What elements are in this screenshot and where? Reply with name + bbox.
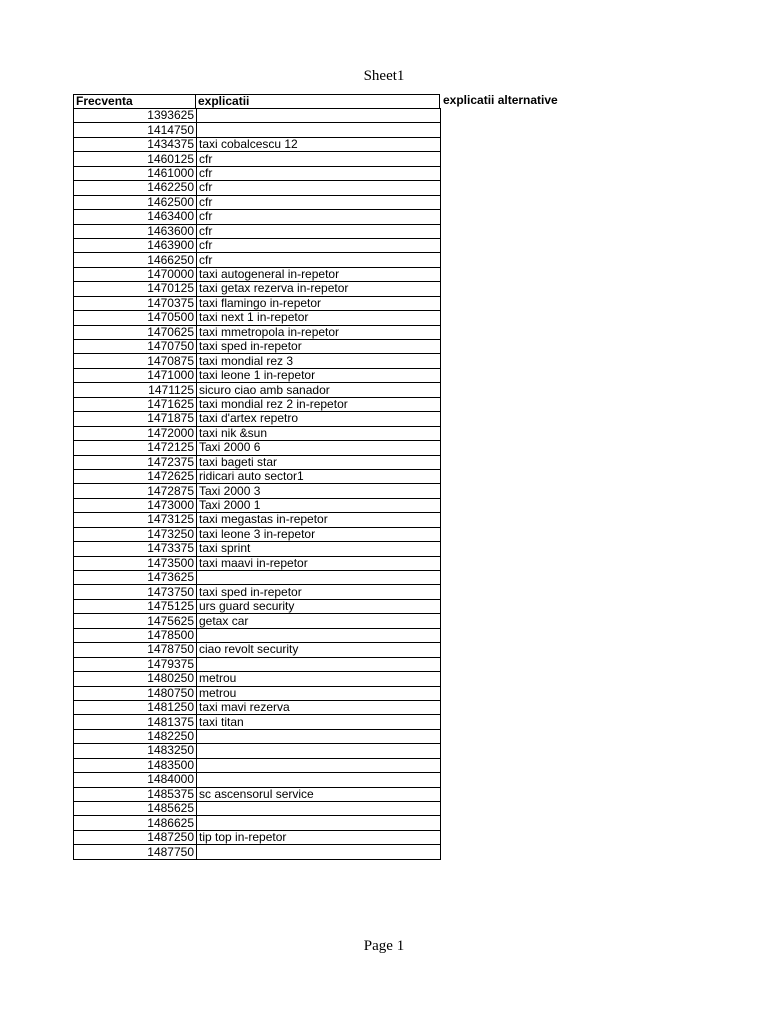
table-row xyxy=(74,758,441,772)
table-row xyxy=(74,657,441,671)
frecventa-cell: 1470750 xyxy=(74,340,197,354)
frecventa-cell: 1472375 xyxy=(74,455,197,469)
explicatii-cell xyxy=(197,123,441,137)
table-row xyxy=(74,469,441,483)
frecventa-cell: 1462250 xyxy=(74,181,197,195)
frecventa-cell: 1485375 xyxy=(74,787,197,801)
explicatii-cell: cfr xyxy=(197,181,441,195)
frecventa-cell: 1485625 xyxy=(74,802,197,816)
explicatii-cell: getax car xyxy=(197,614,441,628)
explicatii-cell: metrou xyxy=(197,672,441,686)
table-row xyxy=(74,397,441,411)
explicatii-cell: cfr xyxy=(197,253,441,267)
frecventa-cell: 1462500 xyxy=(74,195,197,209)
frecventa-cell: 1472125 xyxy=(74,441,197,455)
frecventa-cell: 1414750 xyxy=(74,123,197,137)
explicatii-cell xyxy=(197,845,441,859)
explicatii-cell: tip top in-repetor xyxy=(197,830,441,844)
explicatii-cell: taxi titan xyxy=(197,715,441,729)
frecventa-cell: 1478750 xyxy=(74,643,197,657)
frecventa-cell: 1470500 xyxy=(74,311,197,325)
table-row xyxy=(74,830,441,844)
explicatii-cell: cfr xyxy=(197,238,441,252)
table-row xyxy=(74,325,441,339)
frecventa-cell: 1487250 xyxy=(74,830,197,844)
frecventa-cell: 1480250 xyxy=(74,672,197,686)
frecventa-cell: 1466250 xyxy=(74,253,197,267)
frecventa-cell: 1487750 xyxy=(74,845,197,859)
table-row xyxy=(74,195,441,209)
frecventa-cell: 1483500 xyxy=(74,758,197,772)
frecventa-cell: 1480750 xyxy=(74,686,197,700)
frecventa-cell: 1473000 xyxy=(74,498,197,512)
table-row xyxy=(74,787,441,801)
frecventa-cell: 1460125 xyxy=(74,152,197,166)
table-row xyxy=(74,614,441,628)
explicatii-cell xyxy=(197,729,441,743)
table-row xyxy=(74,527,441,541)
table-row xyxy=(74,224,441,238)
explicatii-cell: taxi mavi rezerva xyxy=(197,700,441,714)
page-footer: Page 1 xyxy=(363,938,405,954)
frecventa-cell: 1463900 xyxy=(74,238,197,252)
frecventa-cell: 1481375 xyxy=(74,715,197,729)
frecventa-cell: 1481250 xyxy=(74,700,197,714)
frecventa-cell: 1475625 xyxy=(74,614,197,628)
explicatii-cell: taxi d'artex repetro xyxy=(197,412,441,426)
table-row xyxy=(74,340,441,354)
table-row xyxy=(74,484,441,498)
explicatii-cell xyxy=(197,744,441,758)
explicatii-cell: ciao revolt security xyxy=(197,643,441,657)
frecventa-cell: 1470000 xyxy=(74,267,197,281)
explicatii-cell: taxi sped in-repetor xyxy=(197,340,441,354)
frecventa-cell: 1486625 xyxy=(74,816,197,830)
frecventa-cell: 1470875 xyxy=(74,354,197,368)
explicatii-cell: taxi flamingo in-repetor xyxy=(197,296,441,310)
frecventa-cell: 1471875 xyxy=(74,412,197,426)
explicatii-cell: Taxi 2000 1 xyxy=(197,498,441,512)
table-row xyxy=(74,253,441,267)
explicatii-cell: cfr xyxy=(197,210,441,224)
frecventa-cell: 1470125 xyxy=(74,282,197,296)
frecventa-cell: 1482250 xyxy=(74,729,197,743)
table-row xyxy=(74,513,441,527)
frecventa-cell: 1484000 xyxy=(74,773,197,787)
explicatii-cell: taxi nik &sun xyxy=(197,426,441,440)
explicatii-cell: taxi sped in-repetor xyxy=(197,585,441,599)
table-row xyxy=(74,166,441,180)
explicatii-cell: cfr xyxy=(197,152,441,166)
explicatii-cell: Taxi 2000 6 xyxy=(197,441,441,455)
table-row xyxy=(74,210,441,224)
table-row xyxy=(74,628,441,642)
frecventa-cell: 1463400 xyxy=(74,210,197,224)
table-row xyxy=(74,455,441,469)
table-row xyxy=(74,296,441,310)
explicatii-cell xyxy=(197,816,441,830)
frecventa-cell: 1470375 xyxy=(74,296,197,310)
explicatii-cell xyxy=(197,109,441,123)
header-explicatii-alternative: explicatii alternative xyxy=(443,93,558,107)
explicatii-cell: taxi getax rezerva in-repetor xyxy=(197,282,441,296)
frecventa-cell: 1471125 xyxy=(74,383,197,397)
explicatii-cell: cfr xyxy=(197,195,441,209)
table-row xyxy=(74,816,441,830)
table-row xyxy=(74,773,441,787)
frecventa-cell: 1393625 xyxy=(74,109,197,123)
table-row xyxy=(74,412,441,426)
explicatii-cell: ridicari auto sector1 xyxy=(197,469,441,483)
table-row xyxy=(74,845,441,859)
table-row xyxy=(74,744,441,758)
table-row xyxy=(74,267,441,281)
table-row xyxy=(74,498,441,512)
explicatii-cell: taxi next 1 in-repetor xyxy=(197,311,441,325)
explicatii-cell xyxy=(197,628,441,642)
explicatii-cell: taxi mondial rez 3 xyxy=(197,354,441,368)
frecventa-cell: 1473750 xyxy=(74,585,197,599)
frecventa-cell: 1473125 xyxy=(74,513,197,527)
explicatii-cell xyxy=(197,758,441,772)
header-frecventa: Frecventa xyxy=(73,94,196,109)
table-row xyxy=(74,426,441,440)
explicatii-cell: sicuro ciao amb sanador xyxy=(197,383,441,397)
table-row xyxy=(74,643,441,657)
explicatii-cell: taxi autogeneral in-repetor xyxy=(197,267,441,281)
table-row xyxy=(74,556,441,570)
table-row xyxy=(74,368,441,382)
explicatii-cell: taxi sprint xyxy=(197,542,441,556)
frecventa-cell: 1472875 xyxy=(74,484,197,498)
frecventa-cell: 1463600 xyxy=(74,224,197,238)
header-explicatii: explicatii xyxy=(196,94,440,109)
explicatii-cell: metrou xyxy=(197,686,441,700)
table-row xyxy=(74,123,441,137)
frecventa-cell: 1434375 xyxy=(74,137,197,151)
frecventa-cell: 1461000 xyxy=(74,166,197,180)
explicatii-cell: taxi leone 1 in-repetor xyxy=(197,368,441,382)
frecventa-cell: 1479375 xyxy=(74,657,197,671)
frecventa-cell: 1478500 xyxy=(74,628,197,642)
table-row xyxy=(74,383,441,397)
explicatii-cell: cfr xyxy=(197,224,441,238)
table-row xyxy=(74,585,441,599)
frecventa-cell: 1470625 xyxy=(74,325,197,339)
table-row xyxy=(74,571,441,585)
table-row xyxy=(74,729,441,743)
table-row xyxy=(74,152,441,166)
table-row xyxy=(74,109,441,123)
frecventa-cell: 1473625 xyxy=(74,571,197,585)
sheet-title: Sheet1 xyxy=(363,68,405,84)
explicatii-cell xyxy=(197,657,441,671)
table-row xyxy=(74,542,441,556)
frecventa-cell: 1475125 xyxy=(74,599,197,613)
table-row xyxy=(74,181,441,195)
explicatii-cell: taxi mmetropola in-repetor xyxy=(197,325,441,339)
explicatii-cell: taxi leone 3 in-repetor xyxy=(197,527,441,541)
table-row xyxy=(74,354,441,368)
frecventa-cell: 1472000 xyxy=(74,426,197,440)
explicatii-cell: taxi megastas in-repetor xyxy=(197,513,441,527)
explicatii-cell: sc ascensorul service xyxy=(197,787,441,801)
table-row xyxy=(74,137,441,151)
explicatii-cell: taxi cobalcescu 12 xyxy=(197,137,441,151)
table-row xyxy=(74,802,441,816)
frecventa-cell: 1473375 xyxy=(74,542,197,556)
table-row xyxy=(74,700,441,714)
table-row xyxy=(74,238,441,252)
explicatii-cell xyxy=(197,571,441,585)
frecventa-cell: 1473500 xyxy=(74,556,197,570)
frecventa-cell: 1471625 xyxy=(74,397,197,411)
explicatii-cell: taxi bageti star xyxy=(197,455,441,469)
frecventa-cell: 1483250 xyxy=(74,744,197,758)
table-row xyxy=(74,715,441,729)
explicatii-cell: urs guard security xyxy=(197,599,441,613)
table-row xyxy=(74,686,441,700)
table-row xyxy=(74,282,441,296)
table-row xyxy=(74,599,441,613)
explicatii-cell: taxi maavi in-repetor xyxy=(197,556,441,570)
explicatii-cell: cfr xyxy=(197,166,441,180)
explicatii-cell xyxy=(197,802,441,816)
explicatii-cell: Taxi 2000 3 xyxy=(197,484,441,498)
frequency-table xyxy=(73,108,441,860)
explicatii-cell xyxy=(197,773,441,787)
table-row xyxy=(74,672,441,686)
table-row xyxy=(74,311,441,325)
explicatii-cell: taxi mondial rez 2 in-repetor xyxy=(197,397,441,411)
table-row xyxy=(74,441,441,455)
frecventa-cell: 1473250 xyxy=(74,527,197,541)
frecventa-cell: 1471000 xyxy=(74,368,197,382)
frecventa-cell: 1472625 xyxy=(74,469,197,483)
